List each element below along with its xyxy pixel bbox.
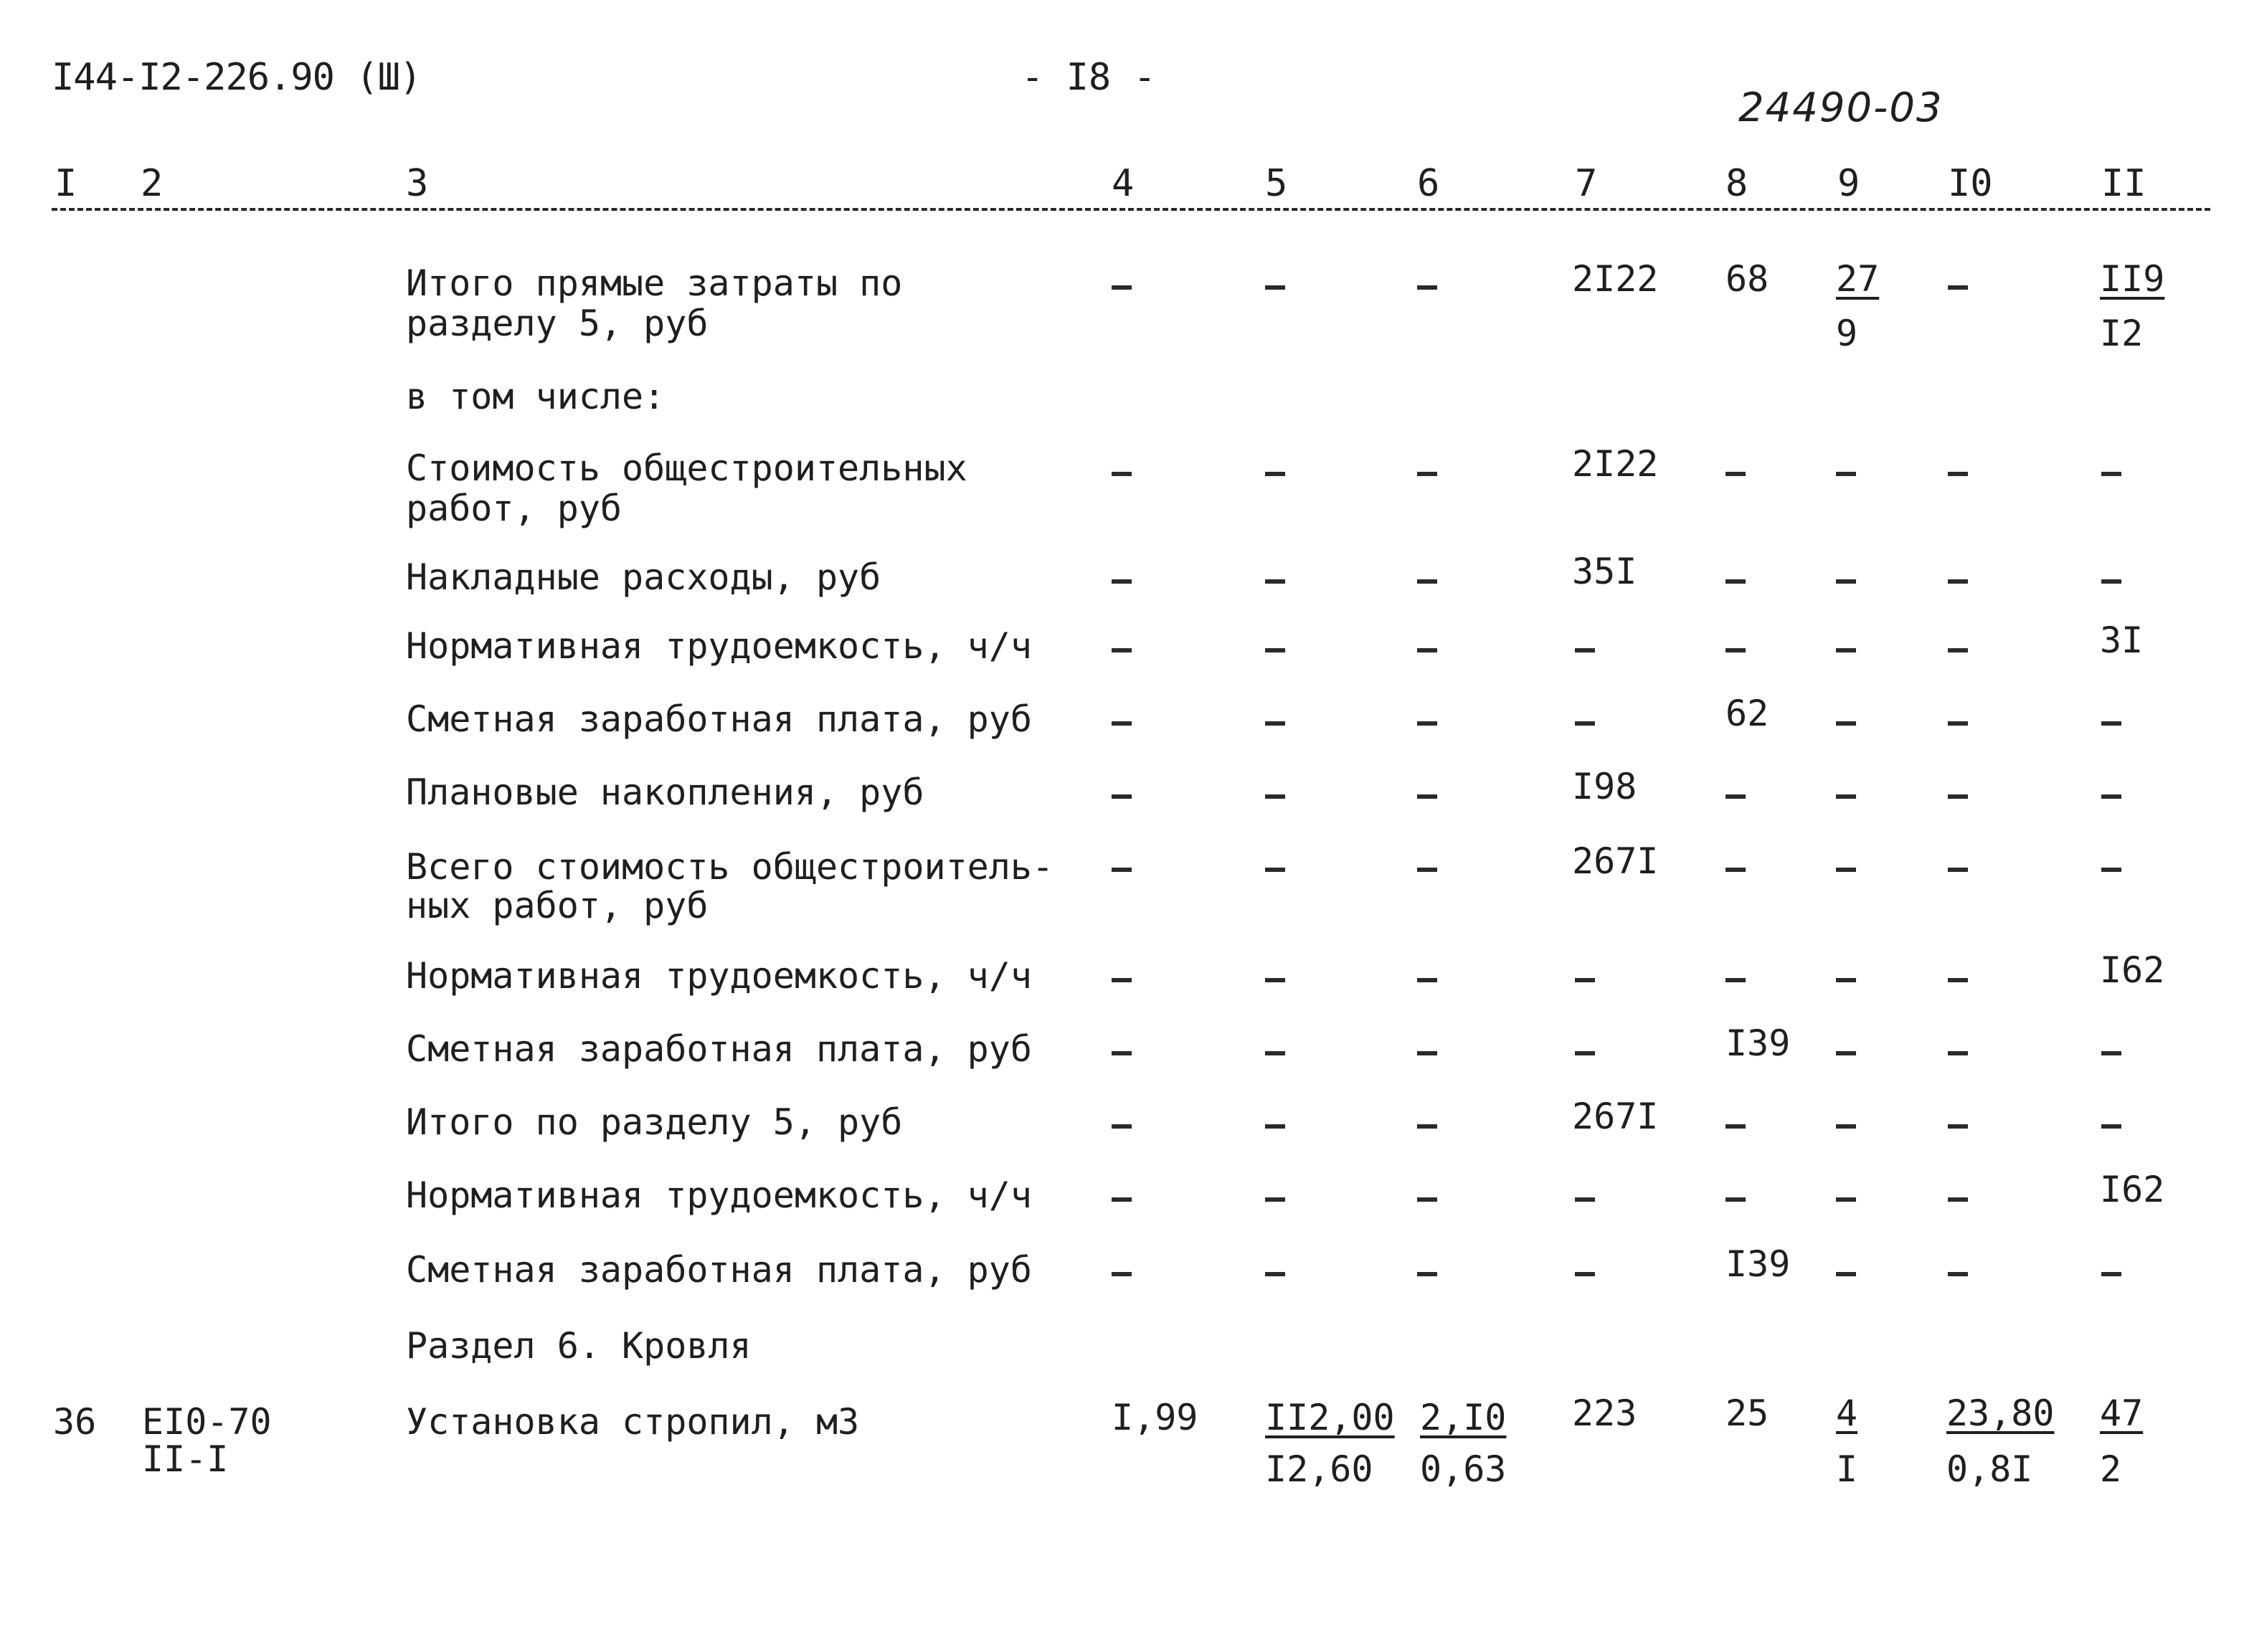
empty-cell-dash [1948,472,1968,476]
cell-col7: 35I [1572,551,1637,592]
empty-cell-dash [1948,648,1968,652]
column-header-7: 7 [1575,162,1598,205]
row-description: Итого по разделу 5, руб [406,1101,903,1143]
cell-col10-numerator: 23,80 [1946,1392,2055,1434]
empty-cell-dash [1725,868,1746,872]
empty-cell-dash [1575,648,1595,652]
empty-cell-dash [1836,648,1856,652]
column-header-4: 4 [1112,162,1135,205]
cell-col9-denominator: I [1836,1448,1858,1490]
empty-cell-dash [2101,1051,2121,1055]
empty-cell-dash [1836,868,1856,872]
empty-cell-dash [1417,472,1437,476]
cell-col11: I62 [2100,1169,2165,1210]
empty-cell-dash [1265,579,1285,584]
empty-cell-dash [2101,794,2121,799]
empty-cell-dash [1417,721,1437,726]
empty-cell-dash [1948,1051,1968,1055]
empty-cell-dash [1575,978,1595,982]
empty-cell-dash [1948,285,1968,290]
empty-cell-dash [1265,472,1285,476]
empty-cell-dash [1265,1197,1285,1202]
row-description: Установка стропил, м3 [406,1401,860,1443]
column-header-9: 9 [1837,162,1860,205]
cell-col7: 2I22 [1572,258,1659,300]
empty-cell-dash [2101,1124,2121,1129]
empty-cell-dash [1836,1124,1856,1129]
empty-cell-dash [1265,1272,1285,1276]
empty-cell-dash [1112,579,1132,584]
empty-cell-dash [1725,648,1746,652]
column-header-3: 3 [406,162,429,205]
cell-col5-numerator: II2,00 [1265,1397,1395,1438]
empty-cell-dash [1112,1051,1132,1055]
empty-cell-dash [1836,794,1856,799]
empty-cell-dash [1265,721,1285,726]
empty-cell-dash [1112,721,1132,726]
cell-col7: 267I [1572,1096,1659,1137]
row-description: Нормативная трудоемкость, ч/ч [406,1174,1032,1216]
empty-cell-dash [1265,868,1285,872]
cell-col2-cont: II-I [142,1438,229,1480]
empty-cell-dash [1417,868,1437,872]
empty-cell-dash [1948,1197,1968,1202]
cell-col9-numerator: 27 [1836,258,1880,300]
cell-col8: 25 [1725,1392,1769,1434]
empty-cell-dash [1948,721,1968,726]
empty-cell-dash [1725,794,1746,799]
cell-col11-denominator: I2 [2100,313,2144,354]
cell-col6-denominator: 0,63 [1420,1448,1507,1490]
row-description: Нормативная трудоемкость, ч/ч [406,955,1032,997]
cell-col7: I98 [1572,766,1637,807]
empty-cell-dash [1112,1272,1132,1276]
empty-cell-dash [1417,1051,1437,1055]
cell-col11-numerator: II9 [2100,258,2165,300]
row-description: Сметная заработная плата, руб [406,1249,1032,1291]
empty-cell-dash [1575,1051,1595,1055]
row-description-cont: разделу 5, руб [406,303,709,344]
row-description-cont: ных работ, руб [406,885,709,926]
empty-cell-dash [1112,285,1132,290]
empty-cell-dash [1836,1051,1856,1055]
cell-col11: 3I [2100,620,2144,661]
empty-cell-dash [1112,868,1132,872]
column-header-8: 8 [1725,162,1748,205]
empty-cell-dash [1836,1197,1856,1202]
row-description: Накладные расходы, руб [406,556,881,598]
empty-cell-dash [1112,472,1132,476]
empty-cell-dash [1948,978,1968,982]
cell-col8: I39 [1725,1022,1791,1064]
cell-col11: I62 [2100,949,2165,991]
empty-cell-dash [1836,579,1856,584]
header-rule [52,208,2210,211]
empty-cell-dash [2101,472,2121,476]
empty-cell-dash [1417,285,1437,290]
empty-cell-dash [1265,794,1285,799]
empty-cell-dash [1725,1124,1746,1129]
empty-cell-dash [1265,978,1285,982]
empty-cell-dash [1948,1124,1968,1129]
cell-col9-denominator: 9 [1836,313,1858,354]
document-code: I44-I2-226.90 (Ш) [52,56,422,99]
cell-col8: I39 [1725,1243,1791,1285]
empty-cell-dash [1725,1197,1746,1202]
column-header-1: I [55,162,77,205]
empty-cell-dash [1112,1197,1132,1202]
empty-cell-dash [1575,1272,1595,1276]
empty-cell-dash [1265,1051,1285,1055]
cell-col4: I,99 [1112,1397,1198,1438]
empty-cell-dash [1417,794,1437,799]
cell-col7: 267I [1572,840,1659,882]
empty-cell-dash [1112,1124,1132,1129]
row-description: Сметная заработная плата, руб [406,1028,1032,1070]
cell-col10-denominator: 0,8I [1946,1448,2033,1490]
empty-cell-dash [2101,1272,2121,1276]
empty-cell-dash [1725,579,1746,584]
empty-cell-dash [1948,794,1968,799]
empty-cell-dash [2101,721,2121,726]
empty-cell-dash [1417,579,1437,584]
empty-cell-dash [1417,1124,1437,1129]
row-description: Плановые накопления, руб [406,772,924,813]
cell-col2: EI0-70 [142,1401,272,1443]
empty-cell-dash [1265,285,1285,290]
cell-col1: 36 [53,1401,97,1443]
row-description: Итого прямые затраты по [406,262,903,304]
cell-col8: 62 [1725,693,1769,734]
empty-cell-dash [1417,1272,1437,1276]
empty-cell-dash [1112,978,1132,982]
empty-cell-dash [1948,868,1968,872]
cell-col6-numerator: 2,I0 [1420,1397,1507,1438]
cell-col7: 2I22 [1572,443,1659,485]
page-number: - I8 - [1021,56,1156,99]
empty-cell-dash [1112,648,1132,652]
cell-col11-numerator: 47 [2100,1392,2144,1434]
empty-cell-dash [2101,868,2121,872]
empty-cell-dash [1836,721,1856,726]
column-header-5: 5 [1265,162,1288,205]
empty-cell-dash [1112,794,1132,799]
empty-cell-dash [1836,1272,1856,1276]
row-description: Сметная заработная плата, руб [406,698,1032,740]
cell-col9-numerator: 4 [1836,1392,1858,1434]
column-header-11: II [2101,162,2146,205]
empty-cell-dash [1725,978,1746,982]
empty-cell-dash [1265,1124,1285,1129]
row-description-cont: работ, руб [406,488,622,529]
empty-cell-dash [1836,978,1856,982]
empty-cell-dash [1948,579,1968,584]
empty-cell-dash [1265,648,1285,652]
empty-cell-dash [1836,472,1856,476]
empty-cell-dash [1417,648,1437,652]
row-description: в том числе: [406,376,666,417]
column-header-2: 2 [141,162,164,205]
row-description: Нормативная трудоемкость, ч/ч [406,625,1032,667]
empty-cell-dash [1575,721,1595,726]
empty-cell-dash [1725,472,1746,476]
empty-cell-dash [1417,1197,1437,1202]
empty-cell-dash [2101,579,2121,584]
cell-col7: 223 [1572,1392,1637,1434]
cell-col5-denominator: I2,60 [1265,1448,1373,1490]
empty-cell-dash [1948,1272,1968,1276]
empty-cell-dash [1417,978,1437,982]
row-description: Всего стоимость общестроитель- [406,846,1054,888]
cell-col11-denominator: 2 [2100,1448,2122,1490]
section-heading: Раздел 6. Кровля [406,1325,752,1367]
column-header-10: I0 [1948,162,1993,205]
stamp-number: 24490-03 [1738,85,1944,131]
row-description: Стоимость общестроительных [406,447,967,489]
empty-cell-dash [1575,1197,1595,1202]
cell-col8: 68 [1725,258,1769,300]
column-header-6: 6 [1417,162,1440,205]
